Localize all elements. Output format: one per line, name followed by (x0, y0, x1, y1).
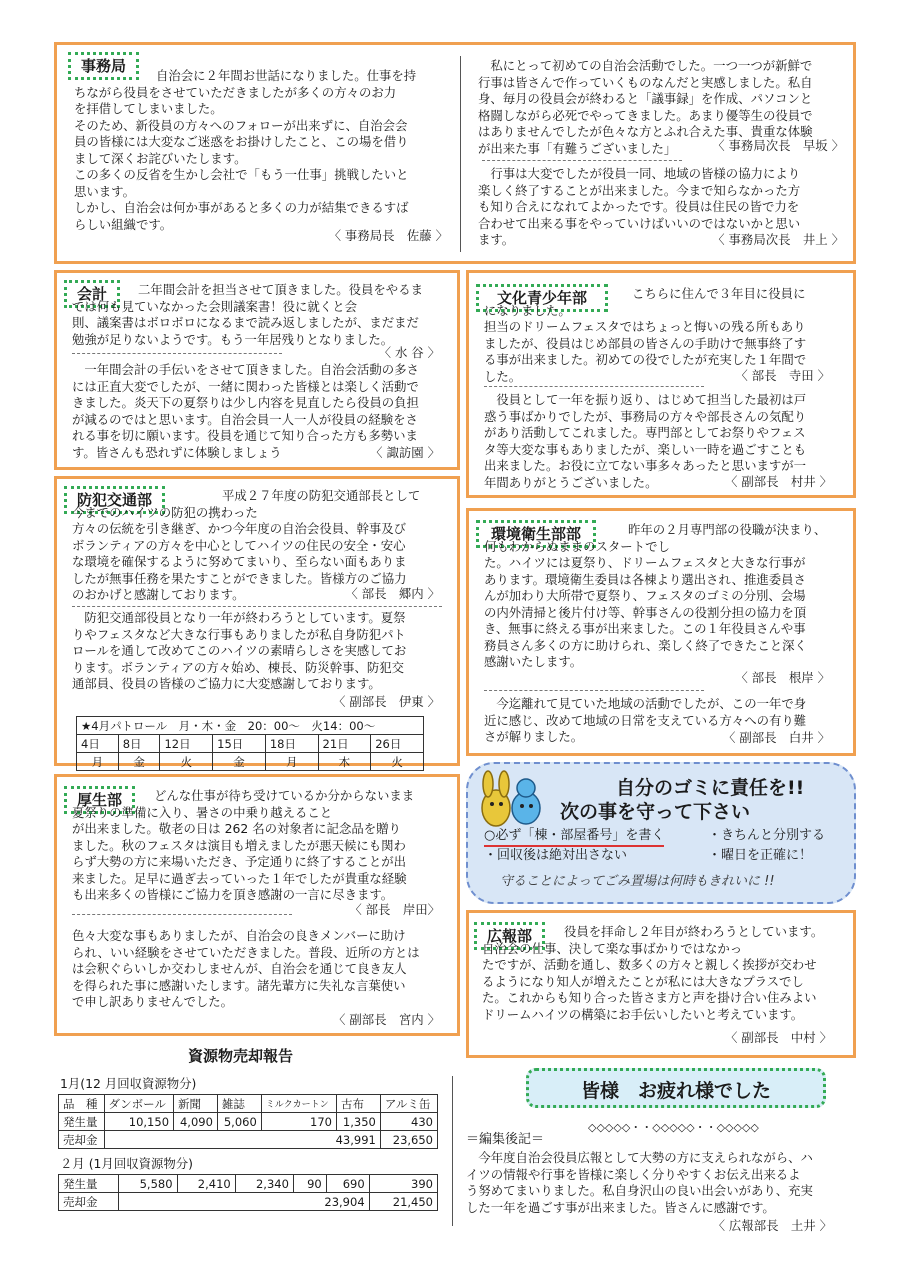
accounting-signature-2: 〈 諏訪園 〉 (370, 445, 440, 460)
col-header: 古布 (336, 1095, 380, 1113)
crime-text-2: 防犯交通部役員となり一年が終わろうとしています。夏祭 りやフェスタなど大きな行事もありましたが私自身防犯パト ロールを通して改めてこのハイツの素晴らしさを実感してお ります。ボランティアの方々始め、棟長、防災幹事、防犯交 通部員、役員の皆様のご協力に大変感謝しております。 (72, 610, 407, 691)
recycle-feb-table (58, 1174, 438, 1211)
office-left-signature: 〈 事務局長 佐藤 〉 (328, 228, 448, 243)
welfare-divider (72, 914, 292, 915)
crime-text-1: 平成２７年度の防犯交通部長として 今までのハイツの防犯の携わった 方々の伝統を引き継ぎ、かつ今年度の自治会役員、幹事及び ボランティアの方々を中心としてハイツの住民の安全・安心 な環境を確保するように努めてまいり、至らない面もありま したが無事任務を果たすことができました。皆様方のご協力 のおかげと感謝しております。 (72, 488, 421, 602)
row-label: 売却金 (59, 1193, 119, 1211)
welfare-text-2: 色々大変な事もありましたが、自治会の良きメンバーに助け られ、いい経験をさせていただきました。普段、近所の方とは は会釈ぐらいしか交わしませんが、自治会を通じて良き友人 を得られた事に感謝いたします。諸先輩方に失礼な言葉使い で申し訳ありませんでした。 (72, 928, 420, 1009)
garbage-headline-2: 次の事を守って下さい (560, 801, 751, 823)
closing-divider (452, 1076, 453, 1226)
culture-signature-2: 〈 副部長 村井 〉 (724, 474, 832, 489)
office-right-divider (482, 160, 682, 161)
patrol-day: 21日 (318, 735, 371, 753)
col-header: 品 種 (59, 1095, 105, 1113)
table-cell: 23,650 (380, 1131, 437, 1149)
office-right-text-2: 行事は大変でしたが役員一同、地域の皆様の協力により 楽しく終了することが出来ました。今まで知らなかった方 も知り合えになれてよかったです。役員は住民の皆で力を 合わせて出来る事をやっていけばいいのではないかと思い ます。 (478, 166, 801, 247)
garbage-footer: 守ることによってごみ置場は何時もきれいに !! (500, 874, 775, 889)
recycle-jan-table (58, 1094, 438, 1149)
patrol-day: 26日 (371, 735, 424, 753)
garbage-rule-3: ・回収後は絶対出さない (484, 848, 628, 863)
culture-tag: 文化青少年部 (476, 284, 608, 312)
table-cell: 43,991 (104, 1131, 380, 1149)
table-cell: 2,410 (177, 1175, 235, 1193)
table-cell: 90 (293, 1175, 326, 1193)
accounting-tag: 会計 (64, 280, 120, 308)
environment-text-2: 今迄離れて見ていた地域の活動でしたが、この一年で身 近に感じ、改めて地域の日常を支えている方々への有り難 さが解りました。 (484, 696, 807, 744)
garbage-headline-1: 自分のゴミに責任を!! (616, 777, 805, 799)
closing-diamonds: ◇◇◇◇◇・・◇◇◇◇◇・・◇◇◇◇◇ (588, 1121, 759, 1134)
table-cell: 2,340 (235, 1175, 293, 1193)
environment-signature-2: 〈 副部長 白井 〉 (722, 730, 830, 745)
editor-signature: 〈 広報部長 土井 〉 (712, 1218, 832, 1233)
patrol-day: 18日 (265, 735, 318, 753)
welfare-tag: 厚生部 (64, 786, 135, 814)
table-cell: 390 (369, 1175, 437, 1193)
patrol-weekday: 火 (371, 753, 424, 771)
patrol-day: 12日 (160, 735, 213, 753)
office-right-text-1: 私にとって初めての自治会活動でした。一つ一つが新鮮で 行事は皆さんで作っていくものなんだと実感しました。私自 身、毎月の役員会が終わると「議事録」を作成、パソコンと 格闘しながら必死でやってきました。あまり優等生の役員で はありませんでしたが色々な方とふれ合えた事、貴重な体験 が出来た事「有難うございました」 (478, 58, 813, 156)
patrol-day: 8日 (118, 735, 160, 753)
patrol-day: 15日 (213, 735, 266, 753)
crime-divider (72, 606, 442, 607)
welfare-signature-1: 〈 部長 岸田〉 (349, 902, 440, 917)
crime-tag: 防犯交通部 (64, 486, 165, 514)
col-header: 新聞 (174, 1095, 218, 1113)
office-tag: 事務局 (68, 52, 139, 80)
environment-tag: 環境衛生部部 (476, 520, 596, 548)
welfare-signature-2: 〈 副部長 宮内 〉 (332, 1012, 440, 1027)
row-label: 売却金 (59, 1131, 105, 1149)
welfare-text-1: どんな仕事が待ち受けているか分からないまま 夏祭りの準備に入り、暑さの中乗り越えること が出来ました。敬老の日は 262 名の対象者に記念品を贈り ました。秋のフェスタは演目も増えましたが悪天候にも関わ らず大勢の方に来場いただき、予定通りに終了することが出 来ました。足早に過ぎ去っていった１年でしたが貴重な経験 も出来多くの皆様にご協力を頂き感謝の一言に尽きます。 (72, 788, 415, 902)
accounting-signature-1: 〈 水 谷 〉 (378, 345, 440, 360)
pr-text: 役員を拝命し２年目が終わろうとしています。 自治会の仕事、決して楽な事ばかりではなかっ たですが、活動を通し、数多くの方々と親しく挨拶が交わせ るようになり知人が増えたことが私には大きなプラスでし た。これからも知り合った皆さま方と声を掛け合い住みよい ドリームハイツの構築にお手伝いしたいと考えています。 (482, 924, 824, 1022)
office-right-signature-1: 〈 事務局次長 早坂 〉 (712, 138, 844, 153)
environment-text-1: 昨年の２月専門部の役職が決まり、 何もわからぬままのスタートでし た。ハイツには夏祭り、ドリームフェスタと大きな行事が あります。環境衛生委員は各棟より選出され、推進委員さ んが加わり大所帯で夏祭り、フェスタのゴミの分別、会場 の内外清掃と後片付け等、幹事さんの役割分担の協力を頂 き、無事に終える事が出来ました。この１年役員さんや事 務員さん多くの方に助けられ、楽しく終了できたこと深く 感謝いたします。 (484, 522, 827, 669)
table-cell: 21,450 (369, 1193, 437, 1211)
patrol-weekday: 金 (118, 753, 160, 771)
culture-divider (484, 386, 704, 387)
table-cell: 170 (261, 1113, 336, 1131)
patrol-weekday: 月 (265, 753, 318, 771)
table-cell: 23,904 (119, 1193, 369, 1211)
garbage-rule-2: ・きちんと分別する (708, 828, 826, 843)
patrol-weekday: 月 (77, 753, 119, 771)
pr-signature: 〈 副部長 中村 〉 (724, 1030, 832, 1045)
table-cell: 4,090 (174, 1113, 218, 1131)
garbage-rule-4: ・曜日を正確に！ (708, 848, 813, 863)
table-cell: 5,580 (119, 1175, 177, 1193)
patrol-day: 4日 (77, 735, 119, 753)
environment-signature-1: 〈 部長 根岸 〉 (735, 670, 830, 685)
patrol-weekday: 金 (213, 753, 266, 771)
table-cell: 690 (326, 1175, 369, 1193)
environment-divider (484, 690, 704, 691)
col-header: 雑誌 (217, 1095, 261, 1113)
culture-text-1: こちらに住んで３年目に役員に になりました。 担当のドリームフェスタではちょっと悔いの残る所もあり ましたが、役員はじめ部員の皆さんの手助けで無事終了す る事が出来ました。初めての役でしたが充実した１年間で した。 (484, 286, 807, 384)
closing-banner: 皆様 お疲れ様でした (526, 1068, 826, 1108)
col-header: アルミ缶 (380, 1095, 437, 1113)
office-right-signature-2: 〈 事務局次長 井上 〉 (712, 232, 844, 247)
table-cell: 1,350 (336, 1113, 380, 1131)
table-cell: 5,060 (217, 1113, 261, 1131)
patrol-weekday: 木 (318, 753, 371, 771)
patrol-header: ★4月パトロール 月・木・金 20：00～ 火14：00～ (77, 717, 424, 735)
accounting-text-2: 一年間会計の手伝いをさせて頂きました。自治会活動の多さ には正直大変でしたが、一緒に関わった皆様とは楽しく活動で きました。炎天下の夏祭りは少し内容を見直したら役員の負担 が減るのではと思います。自治会員一人一人が役員の経験をさ れる事を切に願います。役員を通じて知り合った方も多勢いま す。皆さんも恐れずに体験しましょう (72, 362, 419, 460)
col-header: ミルクカートン (261, 1095, 336, 1113)
office-left-text: 自治会に２年間お世話になりました。仕事を持 ちながら役員をさせていただきましたが多くの方々のお力 を拝借してしまいました。 そのため、新役員の方々へのフォローが出来ずに、自治会会 員の皆様には大変なご迷惑をお掛けしたこと、この場を借り まして深くお詫びいたします。 この多くの反省を生かし会社で「もう一仕事」挑戦したいと 思います。 しかし、自治会は何か事があると多くの力が結集できるすば らしい組織です。 (74, 68, 417, 232)
recycle-jan-label: 1月(12 月回収資源物分) (60, 1076, 197, 1091)
patrol-schedule (76, 716, 424, 771)
mascot-icon (474, 768, 544, 834)
crime-signature-1: 〈 部長 郷内 〉 (345, 586, 440, 601)
recycle-feb-label: ２月 (1月回収資源物分) (60, 1156, 194, 1171)
garbage-rule-1: ○必ず「棟・部屋番号」を書く (484, 828, 664, 847)
culture-signature-1: 〈 部長 寺田 〉 (735, 368, 830, 383)
pr-tag: 広報部 (474, 922, 545, 950)
table-cell: 430 (380, 1113, 437, 1131)
table-cell: 10,150 (104, 1113, 173, 1131)
recycle-title: 資源物売却報告 (188, 1047, 294, 1065)
accounting-text-1: 二年間会計を担当させて頂きました。役員をやるま では何も見ていなかった会則議案書！役に就くと会 則、議案書はボロボロになるまで読み返しましたが、まだまだ 勉強が足りないようです。もう一年居残りとなりました。 (72, 282, 423, 347)
row-label: 発生量 (59, 1175, 119, 1193)
editor-text: 今年度自治会役員広報として大勢の方に支えられながら、ハ イツの情報や行事を皆様に楽しく分りやすくお伝え出来るよ う努めてまいりました。私自身沢山の良い出会いがあり、充実 した一年を過ごす事が出来ました。皆さんに感謝です。 (466, 1150, 813, 1215)
row-label: 発生量 (59, 1113, 105, 1131)
office-divider (460, 56, 461, 252)
patrol-weekday: 火 (160, 753, 213, 771)
culture-text-2: 役員として一年を振り返り、はじめて担当した最初は戸 惑う事ばかりでしたが、事務局の方々や部長さんの気配り があり活動してこれました。専門部としてお祭りやフェス タ等大変な事もありましたが、楽しい一時を過ごすことも 出来ました。お役に立てない事多々あったと思いますが一 年間ありがとうございました。 (484, 392, 807, 490)
editor-title: ＝編集後記＝ (466, 1132, 545, 1147)
accounting-divider (72, 353, 282, 354)
col-header: ダンボール (104, 1095, 173, 1113)
crime-signature-2: 〈 副部長 伊東 〉 (332, 694, 440, 709)
